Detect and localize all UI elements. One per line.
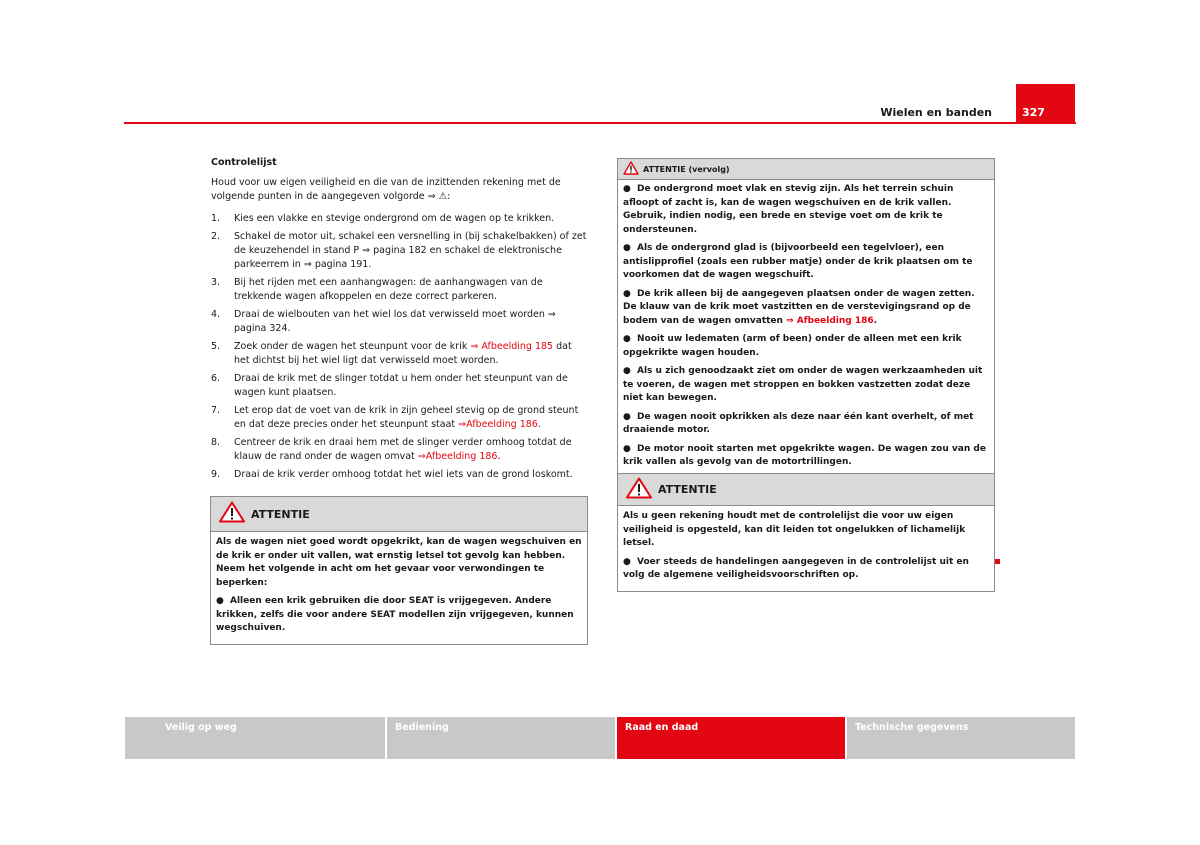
list-item [211, 308, 587, 336]
checklist [211, 212, 587, 482]
step-text: Bij het rijden met een aanhangwagen: de aanhangwagen van de trekkende wagen afkoppelen en deze correct parkeren. [234, 277, 543, 302]
figure-link[interactable]: ⇒Afbeelding 186 [417, 451, 498, 462]
figure-link[interactable]: ⇒ Afbeelding 186 [786, 315, 874, 326]
footer-nav [125, 717, 1075, 759]
warning-paragraph: Als de wagen niet goed wordt opgekrikt, kan de wagen wegschuiven en de krik er onder uit vallen, wat ernstig letsel tot gevolg kan hebben. Neem het volgende in acht om het gevaar voor verwondingen te beperken: [216, 537, 582, 588]
list-item [211, 404, 587, 432]
header-rule [124, 122, 1076, 124]
warning-triangle-icon [623, 160, 639, 179]
step-text: Draai de krik verder omhoog totdat het wiel iets van de grond loskomt. [234, 469, 573, 480]
bullet-icon: ● [623, 411, 631, 422]
figure-link[interactable]: ⇒ Afbeelding 185 [470, 341, 554, 352]
warning-header [618, 159, 994, 180]
step-text: Schakel de motor uit, schakel een versnelling in (bij schakelbakken) of zet de keuzehendel in stand P ⇒ pagina 182 en schakel de elektronische parkeerrem in ⇒ pagina 191. [234, 231, 587, 270]
warning-bullet: ● De wagen nooit opkrikken als deze naar één kant overhelt, of met draaiende motor. [623, 411, 974, 435]
warning-triangle-icon [626, 477, 652, 503]
section-heading: Controlelijst [211, 157, 277, 168]
tab-bediening[interactable]: Bediening [387, 717, 615, 759]
tab-veilig-op-weg[interactable]: Veilig op weg [125, 717, 385, 759]
step-number: 2. [211, 231, 221, 242]
warning-bullet: ● Alleen een krik gebruiken die door SEAT is vrijgegeven. Andere krikken, zelfs die voor andere SEAT modellen zijn vrijgegeven, kunnen wegschuiven. [216, 596, 574, 633]
warning-bullet: ● De ondergrond moet vlak en stevig zijn. Als het terrein schuin afloopt of zacht is, kan de wagen wegschuiven en de krik vallen. Gebruik, indien nodig, een brede en stevige voet om de krik te ondersteunen. [623, 184, 954, 235]
warning-paragraph: Als u geen rekening houdt met de controlelijst die voor uw eigen veiligheid is opgesteld, kan dit leiden tot ongelukken of lichamelijk letsel. [623, 511, 966, 548]
step-number: 6. [211, 373, 221, 384]
page-number: 327 [1022, 106, 1045, 119]
step-number: 4. [211, 309, 221, 320]
warning-bullet: ● Nooit uw ledematen (arm of been) onder de alleen met een krik opgekrikte wagen houden. [623, 334, 962, 358]
intro-text: Houd voor uw eigen veiligheid en die van de inzittenden rekening met de volgende punten in de aangegeven volgorde ⇒ ⚠: [211, 177, 561, 202]
bullet-icon: ● [623, 243, 631, 253]
step-text: Kies een vlakke en stevige ondergrond om de wagen op te krikken. [234, 213, 555, 224]
warning-bullet: ● Als u zich genoodzaakt ziet om onder de wagen werkzaamheden uit te voeren, de wagen met stroppen en bokken vastzetten zodat deze niet kan bewegen. [623, 366, 983, 403]
chapter-title: Wielen en banden [880, 106, 992, 119]
list-item [211, 340, 587, 368]
bullet-icon: ● [623, 366, 631, 376]
warning-title: ATTENTIE (vervolg) [643, 164, 730, 174]
step-text-tail: . [497, 451, 501, 462]
bullet-icon: ● [623, 443, 631, 454]
list-item [211, 230, 587, 272]
left-column [211, 156, 587, 486]
step-text: Draai de krik met de slinger totdat u hem onder het steunpunt van de wagen kunt plaatsen. [234, 373, 568, 398]
step-number: 1. [211, 213, 221, 224]
list-item [211, 468, 587, 482]
step-text: Zoek onder de wagen het steunpunt voor de krik [234, 341, 471, 352]
step-text: Let erop dat de voet van de krik in zijn geheel stevig op de grond steunt en dat deze precies onder het steunpunt staat [234, 405, 579, 430]
warning-box [210, 496, 588, 645]
list-item [211, 212, 587, 226]
tab-technische-gegevens[interactable]: Technische gegevens [847, 717, 1075, 759]
bullet-icon: ● [623, 334, 631, 344]
warning-triangle-icon [219, 501, 245, 527]
step-number: 3. [211, 277, 221, 288]
step-number: 9. [211, 469, 221, 480]
warning-bullet: ● Voer steeds de handelingen aangegeven in de controlelijst uit en volg de algemene veiligheidsvoorschriften op. [623, 556, 969, 580]
step-text-tail: dat het dichtst bij het wiel ligt dat verwisseld moet worden. [234, 341, 572, 366]
warning-box [617, 473, 995, 592]
figure-link[interactable]: ⇒Afbeelding 186 [458, 419, 538, 430]
warning-body [211, 532, 587, 644]
bullet-icon: ● [623, 556, 631, 567]
step-text: Draai de wielbouten van het wiel los dat verwisseld moet worden ⇒ pagina 324. [234, 309, 556, 334]
warning-header [618, 474, 994, 506]
warning-continued-box [617, 158, 995, 479]
warning-bullet: ● Als de ondergrond glad is (bijvoorbeeld een tegelvloer), een antislipprofiel (zoals een rubber matje) onder de krik plaatsen om te voorkomen dat de wagen wegschuift. [623, 243, 973, 280]
tab-raad-en-daad[interactable]: Raad en daad [617, 717, 845, 759]
warning-bullet: ● De motor nooit starten met opgekrikte wagen. De wagen zou van de krik vallen als gevolg van de motortrillingen. [623, 443, 986, 467]
list-item [211, 372, 587, 400]
warning-title: ATTENTIE [658, 483, 717, 496]
step-number: 7. [211, 405, 221, 416]
step-text-tail: . [537, 419, 541, 430]
step-text: Centreer de krik en draai hem met de slinger verder omhoog totdat de klauw de rand onder de wagen omvat [234, 437, 572, 462]
warning-header [211, 497, 587, 532]
warning-bullet: ● De krik alleen bij de aangegeven plaatsen onder de wagen zetten. De klauw van de krik moet vastzitten en de verstevigingsrand op de bodem van de wagen omvatten ⇒ Afbeelding 186. [623, 288, 975, 326]
list-item [211, 276, 587, 304]
bullet-icon: ● [216, 596, 224, 606]
warning-body [618, 180, 994, 478]
bullet-icon: ● [623, 184, 631, 194]
bullet-icon: ● [623, 288, 631, 299]
step-number: 5. [211, 341, 221, 352]
section-end-marker [995, 559, 1000, 564]
step-number: 8. [211, 437, 221, 448]
warning-title: ATTENTIE [251, 507, 310, 521]
list-item [211, 436, 587, 464]
warning-body [618, 506, 994, 591]
